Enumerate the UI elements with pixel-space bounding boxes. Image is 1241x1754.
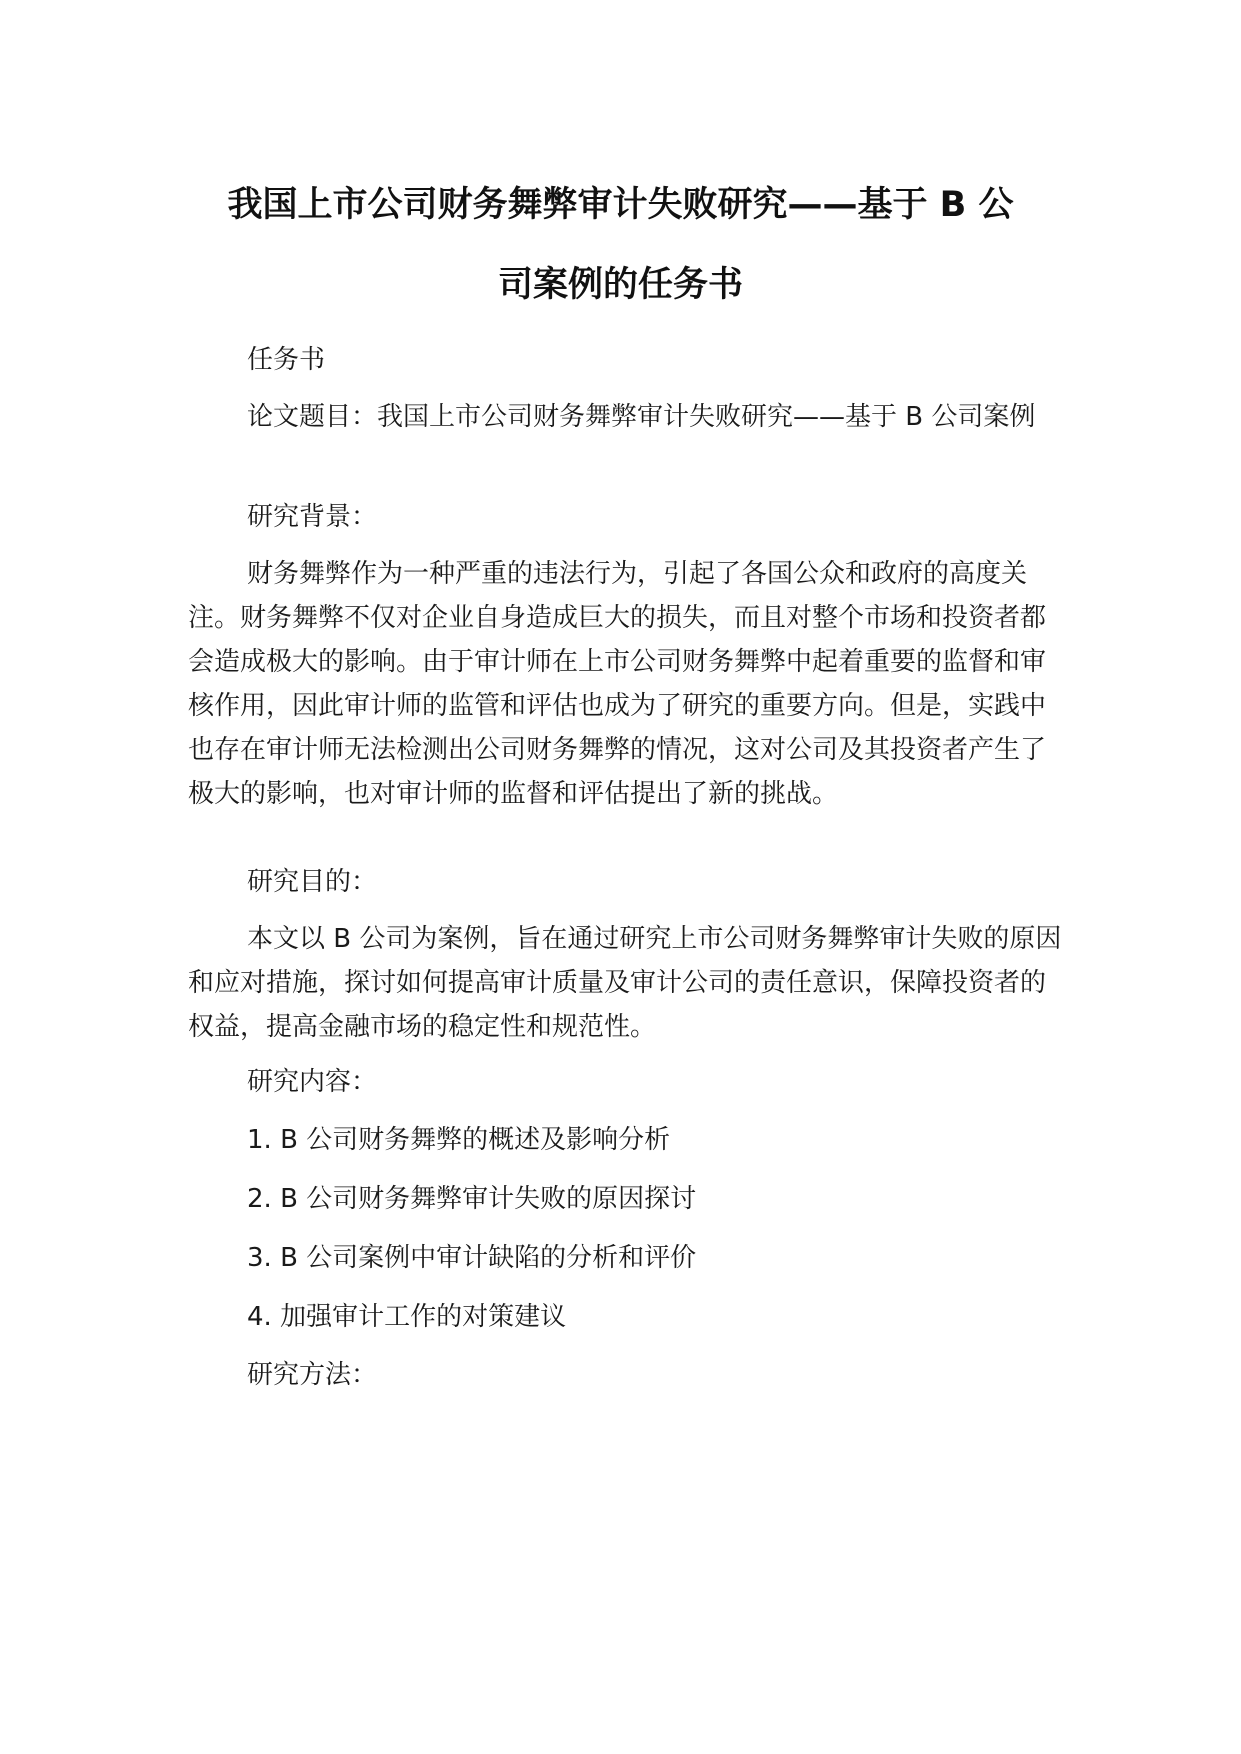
thesis-topic-paragraph: 论文题目：我国上市公司财务舞弊审计失败研究——基于 B 公司案例 — [247, 402, 1036, 432]
background-paragraph: 财务舞弊作为一种严重的违法行为，引起了各国公众和政府的高度关注。财务舞弊不仅对企业自身造成巨大的损失，而且对整个市场和投资者都会造成极大的影响。由于审计师在上市公司财务舞弊中起着重要的监督和审核作用，因此审计师的监管和评估也成为了研究的重要方向。但是，实践中也存在审计师无法检测出公司财务舞弊的情况，这对公司及其投资者产生了极大的影响，也对审计师的监督和评估提出了新的挑战。 — [188, 559, 1047, 809]
content-heading: 研究内容： — [247, 1067, 378, 1097]
content-item-3: 3. B 公司案例中审计缺陷的分析和评价 — [247, 1243, 697, 1273]
document-title-line-1: 我国上市公司财务舞弊审计失败研究——基于 B 公 — [227, 185, 1014, 225]
background-heading: 研究背景： — [247, 502, 378, 532]
purpose-paragraph: 本文以 B 公司为案例，旨在通过研究上市公司财务舞弊审计失败的原因和应对措施，探讨如何提高审计质量及审计公司的责任意识，保障投资者的权益，提高金融市场的稳定性和规范性。 — [188, 924, 1062, 1042]
section-task-label: 任务书 — [247, 345, 326, 375]
method-heading: 研究方法： — [247, 1360, 378, 1390]
document-title-line-2: 司案例的任务书 — [497, 265, 743, 305]
purpose-heading: 研究目的： — [247, 867, 378, 897]
content-item-2: 2. B 公司财务舞弊审计失败的原因探讨 — [247, 1184, 697, 1214]
content-item-4: 4. 加强审计工作的对策建议 — [247, 1302, 567, 1332]
content-item-1: 1. B 公司财务舞弊的概述及影响分析 — [247, 1125, 671, 1155]
